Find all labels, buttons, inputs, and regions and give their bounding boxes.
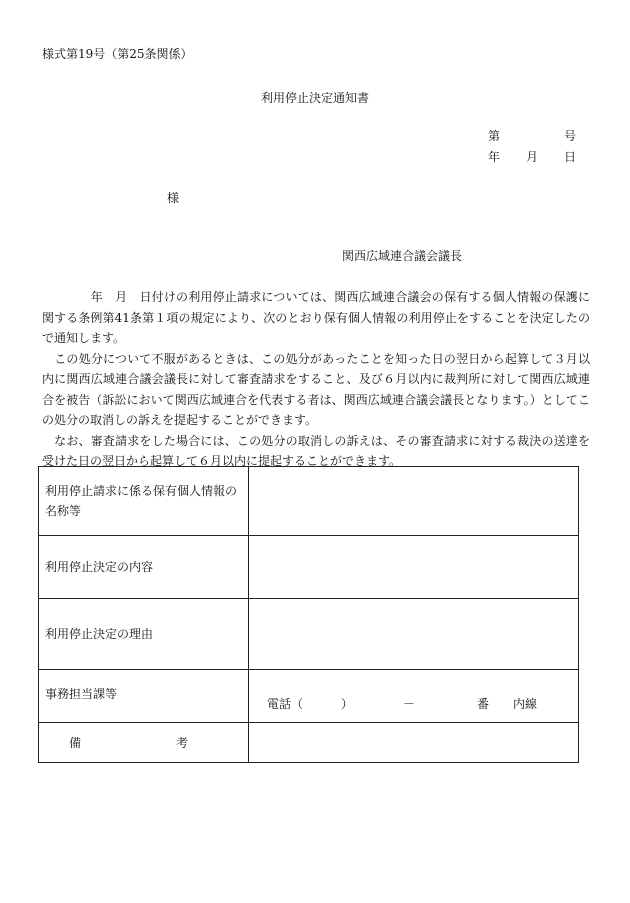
form-number: 様式第19号（第25条関係）: [42, 47, 193, 61]
row-value[interactable]: [249, 536, 579, 599]
row-label: 利用停止請求に係る保有個人情報の名称等: [39, 467, 249, 536]
doc-number-prefix: 第: [488, 129, 501, 143]
doc-number-suffix: 号: [564, 129, 577, 143]
phone-cell[interactable]: [249, 670, 579, 723]
date-day: 日: [564, 150, 577, 164]
row-label: 事務担当課等: [39, 670, 249, 723]
row-label: 利用停止決定の内容: [39, 536, 249, 599]
remarks-label-left: 備: [69, 735, 82, 750]
remarks-label-cell: [39, 723, 249, 763]
row-label: 利用停止決定の理由: [39, 599, 249, 670]
remarks-label-right: 考: [175, 735, 188, 750]
phone-dash: －: [403, 697, 416, 711]
date-month: 月: [526, 150, 539, 164]
document-title: 利用停止決定通知書: [260, 91, 369, 105]
table-row: [39, 467, 579, 536]
paragraph-notice: 年 月 日付けの利用停止請求については、関西広域連合議会の保有する個人情報の保護に関する条例第41条第１項の規定により、次のとおり保有個人情報の利用停止をすることを決定したので通知します。: [42, 290, 590, 345]
phone-extension: 内線: [513, 697, 538, 711]
row-value[interactable]: [249, 467, 579, 536]
paragraph-lawsuit: なお、審査請求をした場合には、この処分の取消しの訴えは、その審査請求に対する裁決の送達を受けた日の翌日から起算して６月以内に提起することができます。: [42, 433, 590, 468]
body-text: [42, 287, 590, 472]
sender: 関西広域連合議会議長: [342, 249, 463, 263]
remarks-value[interactable]: [249, 723, 579, 763]
phone-ban: 番: [477, 697, 490, 711]
addressee-suffix: 様: [167, 191, 180, 205]
table-row: [39, 670, 579, 723]
table-row: [39, 536, 579, 599]
phone-label: 電話（: [267, 697, 304, 711]
phone-line: [249, 694, 578, 714]
decision-table: [38, 466, 579, 763]
table-row: [39, 723, 579, 763]
row-value[interactable]: [249, 599, 579, 670]
remarks-label: [39, 733, 248, 753]
table-row: [39, 599, 579, 670]
paragraph-appeal: この処分について不服があるときは、この処分があったことを知った日の翌日から起算して３月以内に関西広域連合議会議長に対して審査請求をすること、及び６月以内に裁判所に対して関西広域連合を被告（訴訟において関西広域連合を代表する者は、関西広域連合議会議長となります。）としてこの処分の取消しの訴えを提起することができます。: [42, 351, 590, 427]
phone-close: ）: [341, 697, 354, 711]
date-year: 年: [488, 150, 501, 164]
